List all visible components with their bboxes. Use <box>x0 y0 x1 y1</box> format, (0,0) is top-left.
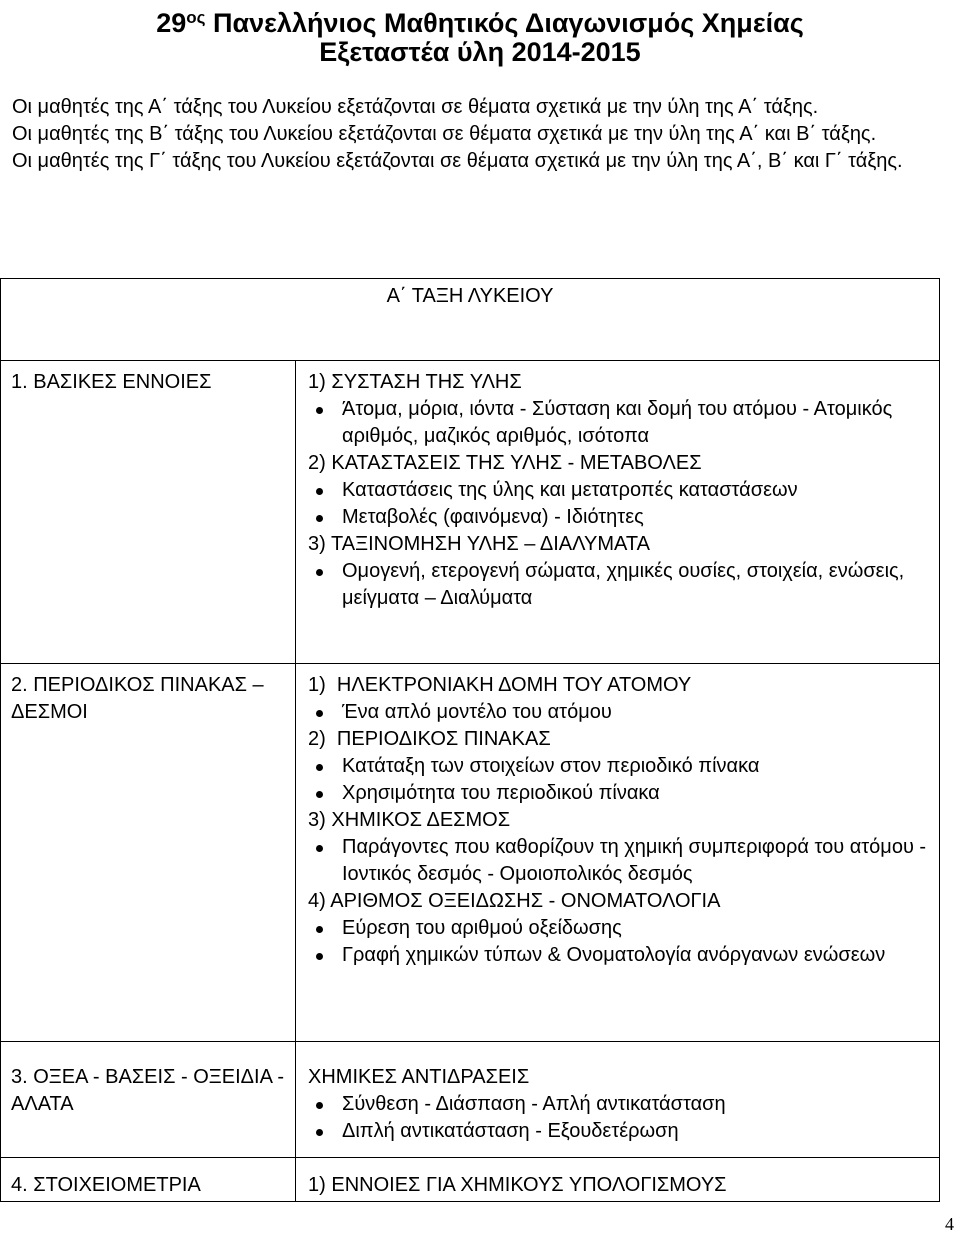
bullet-list <box>308 558 929 612</box>
section-title: 3. ΟΞΕΑ - ΒΑΣΕΙΣ - ΟΞΕΙΔΙΑ - ΑΛΑΤΑ <box>1 1042 296 1158</box>
section-title: 2. ΠΕΡΙΟΔΙΚΟΣ ΠΙΝΑΚΑΣ – ΔΕΣΜΟΙ <box>1 664 296 1042</box>
subsection-title: 4) ΑΡΙΘΜΟΣ ΟΞΕΙΔΩΣΗΣ - ΟΝΟΜΑΤΟΛΟΓΙΑ <box>308 890 721 912</box>
list-item: Διπλή αντικατάσταση - Εξουδετέρωση <box>308 1118 929 1145</box>
intro-paragraph-c: Οι μαθητές της Γ΄ τάξης του Λυκείου εξετάζονται σε θέματα σχετικά με την ύλη της Α΄, Β΄ και Γ΄ τάξης. <box>12 150 903 172</box>
title-number: 29 <box>156 8 187 38</box>
table-row <box>1 361 940 664</box>
bullet-list <box>308 477 929 531</box>
list-item: Ομογενή, ετερογενή σώματα, χημικές ουσίες, στοιχεία, ενώσεις, μείγματα – Διαλύματα <box>308 558 929 612</box>
subsection-title: ΧΗΜΙΚΕΣ ΑΝΤΙΔΡΑΣΕΙΣ <box>308 1066 530 1088</box>
section-content <box>296 1158 940 1202</box>
table-row <box>1 1158 940 1202</box>
title-ordinal: ος <box>186 8 206 27</box>
list-item: Καταστάσεις της ύλης και μετατροπές καταστάσεων <box>308 477 929 504</box>
section-content <box>296 664 940 1042</box>
document-title <box>0 2 960 39</box>
syllabus-table <box>0 278 940 1202</box>
bullet-list <box>308 834 929 888</box>
bullet-list <box>308 1091 929 1145</box>
subsection-title: 1) ΕΝΝΟΙΕΣ ΓΙΑ ΧΗΜΙΚΟΥΣ ΥΠΟΛΟΓΙΣΜΟΥΣ <box>308 1174 727 1196</box>
document-subtitle: Εξεταστέα ύλη 2014-2015 <box>319 37 641 67</box>
subsection-title: 1) ΣΥΣΤΑΣΗ ΤΗΣ ΥΛΗΣ <box>308 371 522 393</box>
subsection-title: 1) ΗΛΕΚΤΡΟΝΙΑΚΗ ΔΟΜΗ ΤΟΥ ΑΤΟΜΟΥ <box>308 674 692 696</box>
list-item: Ένα απλό μοντέλο του ατόμου <box>308 699 929 726</box>
list-item: Μεταβολές (φαινόμενα) - Ιδιότητες <box>308 504 929 531</box>
list-item: Εύρεση του αριθμού οξείδωσης <box>308 915 929 942</box>
bullet-list <box>308 396 929 450</box>
list-item: Κατάταξη των στοιχείων στον περιοδικό πίνακα <box>308 753 929 780</box>
page-number: 4 <box>945 1214 954 1234</box>
table-heading: Α΄ ΤΑΞΗ ΛΥΚΕΙΟΥ <box>1 279 940 361</box>
intro-text <box>12 94 952 175</box>
bullet-list <box>308 699 929 726</box>
subsection-title: 2) ΚΑΤΑΣΤΑΣΕΙΣ ΤΗΣ ΥΛΗΣ - ΜΕΤΑΒΟΛΕΣ <box>308 452 702 474</box>
list-item: Σύνθεση - Διάσπαση - Απλή αντικατάσταση <box>308 1091 929 1118</box>
list-item: Γραφή χημικών τύπων & Ονοματολογία ανόργανων ενώσεων <box>308 942 929 969</box>
section-content <box>296 361 940 664</box>
section-title: 1. ΒΑΣΙΚΕΣ ΕΝΝΟΙΕΣ <box>1 361 296 664</box>
subsection-title: 2) ΠΕΡΙΟΔΙΚΟΣ ΠΙΝΑΚΑΣ <box>308 728 551 750</box>
bullet-list <box>308 915 929 969</box>
intro-paragraph-a: Οι μαθητές της Α΄ τάξης του Λυκείου εξετάζονται σε θέματα σχετικά με την ύλη της Α΄ τάξης. <box>12 96 819 118</box>
section-content <box>296 1042 940 1158</box>
list-item: Άτομα, μόρια, ιόντα - Σύσταση και δομή του ατόμου - Ατομικός αριθμός, μαζικός αριθμός, ισότοπα <box>308 396 929 450</box>
bullet-list <box>308 753 929 807</box>
intro-paragraph-b: Οι μαθητές της Β΄ τάξης του Λυκείου εξετάζονται σε θέματα σχετικά με την ύλη της Α΄ και Β΄ τάξης. <box>12 123 877 145</box>
table-row <box>1 1042 940 1158</box>
table-header-row <box>1 279 940 361</box>
list-item: Παράγοντες που καθορίζουν τη χημική συμπεριφορά του ατόμου - Ιοντικός δεσμός - Ομοιοπολικός δεσμός <box>308 834 929 888</box>
list-item: Χρησιμότητα του περιοδικού πίνακα <box>308 780 929 807</box>
table-row <box>1 664 940 1042</box>
subsection-title: 3) ΤΑΞΙΝΟΜΗΣΗ ΥΛΗΣ – ΔΙΑΛΥΜΑΤΑ <box>308 533 650 555</box>
subsection-title: 3) ΧΗΜΙΚΟΣ ΔΕΣΜΟΣ <box>308 809 511 831</box>
title-text: Πανελλήνιος Μαθητικός Διαγωνισμός Χημείας <box>213 8 804 38</box>
section-title: 4. ΣΤΟΙΧΕΙΟΜΕΤΡΙΑ <box>1 1158 296 1202</box>
